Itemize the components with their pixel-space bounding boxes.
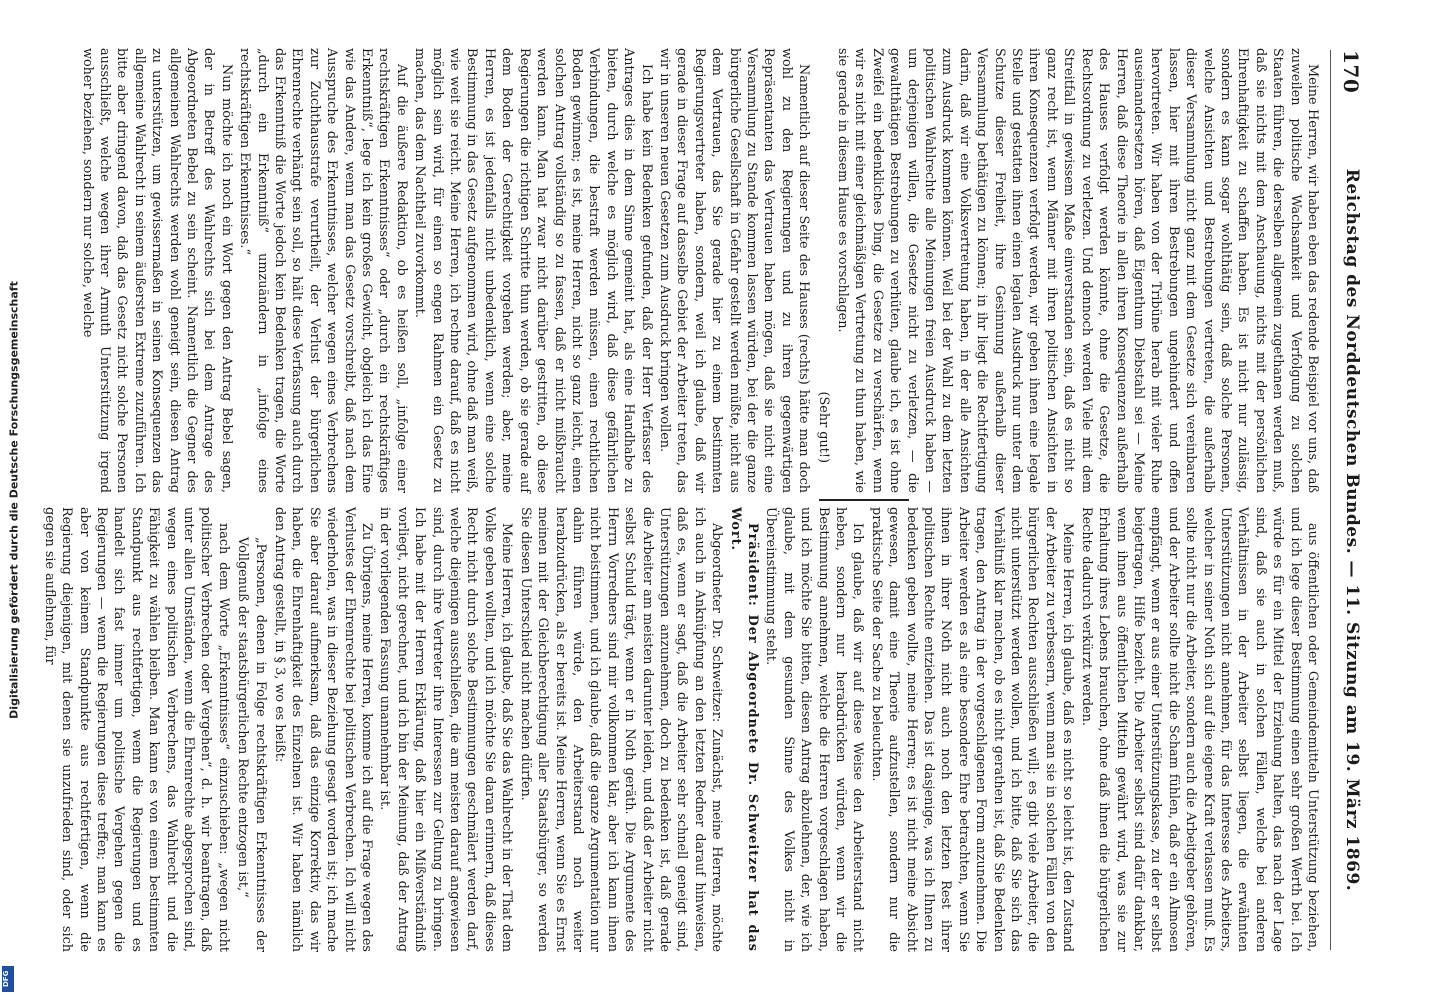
left-column	[71, 48, 1321, 493]
digitization-credit: Digitalisierung gefördert durch die Deutsche Forschungsgemeinschaft	[7, 281, 21, 719]
paragraph: Nun möchte ich noch ein Wort gegen den Antrag Bebel sagen, der in Betreff des Wahlrechts sich bei dem Antrage des Abgeordneten Bebel zu sein scheint. Namentlich die Gegner des allgemeinen Wahlrechts werden wohl geneigt sein, diesen Antrag zu unterstützen, um gewissermaßen in seinen Konsequenzen das allgemeine Wahlrecht in seinem äußersten Extreme zuzuführen. Ich bitte aber dringend davon, daß das Gesetz nicht solche Personen ausschließt, welche wegen ihrer Armuth Unterstützung irgend woher beziehen, sondern nur solche, welche	[79, 48, 234, 493]
stage-direction: (Sehr gut!)	[815, 391, 831, 463]
paragraph: Meine Herren, ich glaube, daß es nicht so leicht ist, den Zustand der Arbeiter zu verbessern, wenn man sie in solchen Fällen von den bürgerlichen Rechten ausschließen will; es gibt viele Arbeiter, die nicht unterstützt werden wollen, und ich bitte, daß Sie sich das Verhältniß klar machen, ob es nicht gerathen ist, daß Sie Bedenken tragen, den Antrag in der vorgeschlagenen Form anzunehmen. Die Arbeiter werden es als eine besondere Ehre betrachten, wenn Sie ihnen in ihrer Noth nicht auch noch den letzten Rest ihrer politischen Rechte entziehen. Das ist dasjenige, was ich Ihnen zu bedenken geben wollte, meine Herren; es ist nicht meine Absicht gewesen, damit eine Theorie aufzustellen, sondern nur die praktische Seite der Sache zu beleuchten.	[868, 507, 1076, 952]
paragraph: Abgeordneter Dr. Schweitzer: Zunächst, meine Herren, möchte ich auch in Anknüpfung an den letzten Redner darauf hinweisen, daß es, wenn er sagt, daß die Arbeiter sehr schnell geneigt sind, Unterstützungen anzunehmen, doch zu bedenken ist, daß gerade die Arbeiter am meisten darunter leiden, und daß der Arbeiter nicht selbst Schuld trägt, wenn er in Noth geräth. Die Argumente des Herrn Vorredners sind mir vollkommen klar, aber ich kann ihnen nicht beistimmen, und ich glaube, daß die ganze Argumentation nur dahin führen würde, den Arbeiterstand noch weiter herabzudrücken, als er bereits ist. Meine Herren, wenn Sie es Ernst meinen mit der Gleichberechtigung aller Staatsbürger, so werden Sie diesen Unterschied nicht machen dürfen.	[517, 507, 725, 952]
paragraph: aus öffentlichen oder Gemeindemitteln Unterstützung beziehen, und ich lege dieser Bestimmung einen sehr großen Werth bei. Ich würde es für ein Mittel der Erziehung halten, das nach der Lage sind, daß sie auch in solchen Fällen, welche bei anderen Verhältnissen in der Arbeiter selbst liegen, die erwähnten Unterstützungen nicht annehmen, für das Interesse des Arbeiters, welcher in seiner Noth sich auf die eigene Kraft verlassen muß. Es sollte nicht nur die Arbeiter, sondern auch die Arbeitgeber gehören, und der Arbeiter sollte nicht die Scham fühlen, daß er ein Almosen empfängt, wenn er aus einer Unterstützungskasse, zu der er selbst beigetragen, Hilfe bezieht. Die Arbeiter selbst sind dafür dankbar, wenn ihnen aus öffentlichen Mitteln gewährt wird, was sie zur Erhaltung ihres Lebens brauchen, ohne daß ihnen die bürgerlichen Rechte dadurch verkürzt werden.	[1078, 507, 1320, 952]
paragraph: nach dem Worte „Erkenntnisses“ einzuschieben: „wegen nicht politischer Verbrechen oder Vergehen“, d. h. wir beantragen, daß unter allen Umständen, wenn die Ehrenrechte abgesprochen sind, wegen eines politischen Verbrechens, das Wahlrecht und die Fähigkeit zu wählen bleiben. Man kann es von einem bestimmten Standpunkt aus rechtfertigen, wenn die Regierungen und es handelt sich fast immer um politische Vergehen gegen die Regierungen — wenn die Regierungen diese treffen; man kann es aber von keinem Standpunkte aus rechtfertigen, wenn die Regierung diejenigen, mit denen sie unzufrieden sind, oder sich gegen sie auflehnen, für	[41, 507, 231, 952]
paragraph: Ich habe kein Bedenken gefunden, daß der Herr Verfasser des Antrages dies in dem Sinne gemeint hat, als eine Handhabe zu bieten, durch welche es möglich wird, daß diese gefährlichen Verbindungen, die bestraft werden müssen, einen rechtlichen Boden gewinnen; es ist, meine Herren, nicht so ganz leicht, einen solchen Antrag vollständig so zu fassen, daß er nicht mißbraucht werden kann. Man hat zwar nicht darüber gestritten, ob diese Regierungen die richtigen Schritte thun werden, ob sie gerade auf dem Boden der Gerechtigkeit vorgehen werden; aber, meine Herren, es ist jedenfalls nicht unbedenklich, wenn eine solche Bestimmung in das Gesetz aufgenommen wird, ohne daß man weiß, wie weit sie reicht. Meine Herren, ich rechne darauf, daß es nicht möglich sein wird, für einen so engen Rahmen ein Gesetz zu machen, das dem Nachtheil zuvorkommt.	[412, 48, 654, 493]
quoted-text: „Personen, denen in Folge rechtskräftigen Erkenntnisses der Vollgenuß der staatsbürgerlichen Rechte entzogen ist,“	[235, 537, 268, 952]
page-number: 170	[1339, 50, 1363, 94]
right-column	[41, 507, 1321, 952]
speaker-announcement: Präsident: Der Abgeordnete Dr. Schweitzer hat das Wort.	[727, 507, 760, 952]
page-header	[1333, 50, 1363, 950]
paragraph: Namentlich auf dieser Seite des Hauses (rechts) hätte man doch wohl zu den Regierungen und zu ihren gegenwärtigen Repräsentanten das Vertrauen haben mögen, daß sie nicht eine Versammlung zu Stande kommen lassen würden, bei der die ganze bürgerliche Gesellschaft in Gefahr gestellt werden müßte, nicht aus dem Vertrauen, das Sie gerade hier zu einem bestimmten Regierungsvertreter haben, sondern, weil ich glaube, daß wir gerade in dieser Frage auf dasselbe Gebiet der Arbeiter treten, das wir in unseren neuen Gesetzen zum Ausdruck bringen wollen.	[656, 48, 812, 493]
paragraph: Meine Herren, ich glaube, daß Sie das Wahlrecht in der That dem Volke geben wollten, und ich möchte Sie daran erinnern, daß dieses Recht nicht durch solche Bestimmungen geschmälert werden darf, welche diejenigen ausschließen, die am meisten darauf angewiesen sind, durch ihre Vertreter ihre Interessen zur Geltung zu bringen. Ich habe mit der Herren Erklärung, daß hier ein Mißverständniß vorliegt, nicht gerechnet, und ich bin der Meinung, daß der Antrag in der vorliegenden Fassung unannehmbar ist.	[377, 507, 515, 952]
column-divider	[819, 499, 909, 501]
running-title: Reichstag des Norddeutschen Bundes. — 11. Sitzung am 19. März 1869.	[1342, 168, 1362, 892]
paragraph: Auf die äußere Redaktion, ob es heißen soll, „infolge einer rechtskräftigen Erkenntnisses“ oder „durch ein rechtskräftiges Erkenntniß“, lege ich kein großes Gewicht, obgleich ich das Eine wie das Andere, wenn man das Gesetz vorschreibt, daß nach dem Ausspruche des Erkenntnisses, welcher wegen eines Verbrechens zur Zuchthausstrafe verurtheilt, der Verlust der bürgerlichen Ehrenrechte verhängt sein soll, so hält diese Verfassung auch durch das Erkenntniß die Worte jedoch kein Bedenken tragen, die Worte „durch ein Erkenntniß“ umzuändern in „infolge eines rechtskräftigen Erkenntnisses.“	[237, 48, 409, 493]
paragraph: Ich glaube, daß wir auf diese Weise den Arbeiterstand nicht heben, sondern nur herabdrücken würden, wenn wir die Bestimmung annehmen, welche die Herren vorgeschlagen haben, und ich möchte Sie bitten, diesen Antrag abzulehnen, der, wie ich glaube, mit dem gesunden Sinne des Volkes nicht in Übereinstimmung steht.	[763, 507, 866, 952]
paragraph: Zu Übrigens, meine Herren, komme ich auf die Frage wegen des Verlustes der Ehrenrechte bei politischen Verbrechen. Ich will nicht wiederholen, was in dieser Beziehung gesagt worden ist; ich mache Sie aber darauf aufmerksam, daß das einzige Korrektiv, das wir haben, die Ehrenhaftigkeit des Einzelnen ist. Wir haben nämlich den Antrag gestellt, in § 3, wo es heißt:	[272, 507, 375, 952]
paragraph: Meine Herren, wir haben eben das redende Beispiel vor uns, daß zuweilen politische Wachsamkeit und Verfolgung zu solchen Staaten führen, die derselben allgemein zugethanen werden muß, daß sie nichts mit dem Anschauung, nichts mit der persönlichen Ehrenhaftigkeit zu schaffen haben. Es ist nicht nur zulässig, sondern es kann sogar wohlthätig sein, daß solche Personen, welche Ansichten und Bestrebungen vertreten, die außerhalb dieser Versammlung nicht ganz mit dem Gesetze sich vereinbaren lassen, hier mit ihren Bestrebungen ungehindert und offen hervortreten. Wir haben von der Tribüne herab mit vieler Ruhe auseinandersetzen hören, daß Eigenthum Diebstahl sei — Meine Herren, daß diese Theorie in allen ihren Konsequenzen außerhalb des Hauses verfolgt werden könnte, ohne die Gesetze, die Rechtsordnung zu verletzen. Und dennoch werden Viele mit dem Streitfall in gewissem Maße einverstanden sein, daß es nicht so ganz recht ist, wenn Männer mit ihren politischen Ansichten in ihren Konsequenzen verfolgt werden, wir geben ihnen eine legale Stelle und gestatten ihnen einen legalen Ausdruck nur unter dem Schutze dieser Freiheit, ihre Gesinnung außerhalb dieser Versammlung bethätigen zu können; in ihr liegt die Rechtfertigung darin, daß wir eine Volksvertretung haben, in der alle Ansichten zum Ausdruck kommen können. Weil bei der Wahl zu dem letzten politischen Wahlrechte alle Meinungen freien Ausdruck haben — um derjenigen willen, die Gesetze nicht zu verletzen, — die gewaltthätigen Bestrebungen zu verhüten, glaube ich, es ist ohne Zweifel ein bedenkliches Ding, die Gesetze zu verschärfen, wenn wir es nicht mit einer gleichmäßigen Vertretung zu thun haben, wie sie gerade in diesem Hause es vorschlagen.	[835, 48, 1320, 493]
scanned-page	[41, 30, 1371, 970]
header-rule	[1330, 50, 1331, 950]
dfg-logo: DFG	[2, 966, 14, 992]
